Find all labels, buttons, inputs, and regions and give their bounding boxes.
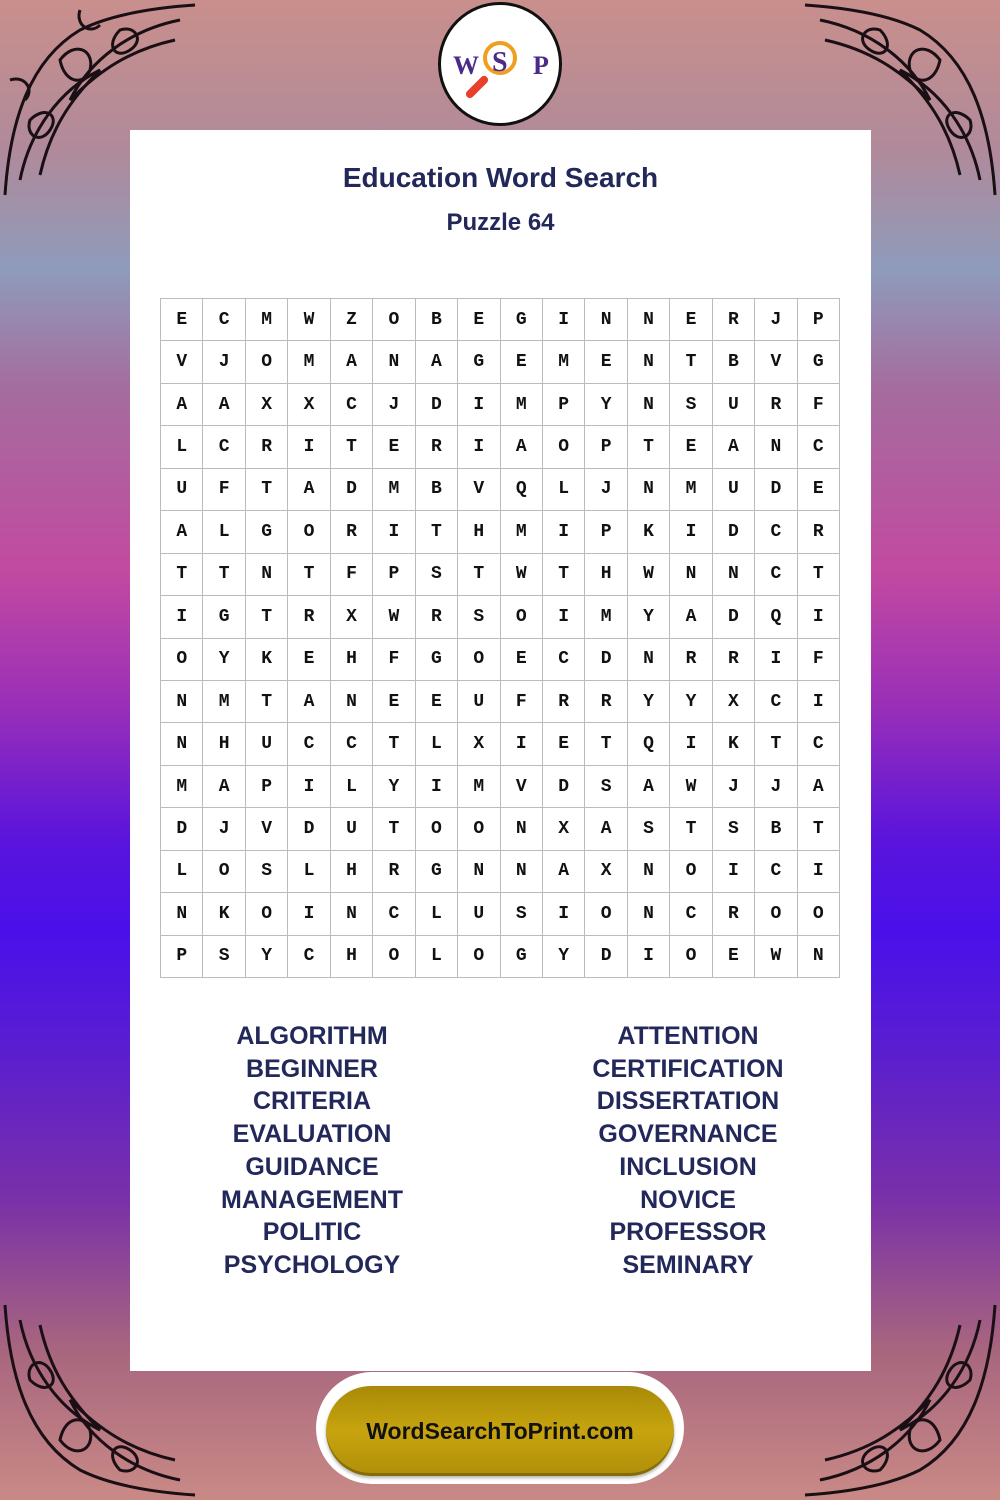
grid-cell[interactable]: Z [331, 299, 373, 341]
grid-cell[interactable]: W [501, 554, 543, 596]
grid-cell[interactable]: T [373, 723, 415, 765]
word-list-left [130, 1020, 494, 1282]
grid-cell[interactable]: I [798, 681, 840, 723]
grid-cell[interactable]: S [458, 596, 500, 638]
grid-cell[interactable]: V [458, 469, 500, 511]
grid-cell[interactable]: E [161, 299, 203, 341]
grid-cell[interactable]: S [713, 808, 755, 850]
grid-cell[interactable]: P [543, 384, 585, 426]
grid-cell[interactable]: O [670, 936, 712, 978]
word-list-item: GUIDANCE [245, 1152, 379, 1181]
grid-cell[interactable]: M [373, 469, 415, 511]
grid-cell[interactable]: L [416, 723, 458, 765]
footer-badge [316, 1372, 684, 1484]
grid-cell[interactable]: Q [501, 469, 543, 511]
grid-cell[interactable]: W [670, 766, 712, 808]
grid-cell[interactable]: V [161, 341, 203, 383]
word-list-item: PSYCHOLOGY [223, 1250, 401, 1279]
grid-cell[interactable]: O [458, 808, 500, 850]
grid-cell[interactable]: P [161, 936, 203, 978]
grid-cell[interactable]: K [203, 893, 245, 935]
grid-cell[interactable]: M [458, 766, 500, 808]
grid-cell[interactable]: A [585, 808, 627, 850]
grid-cell[interactable]: I [543, 596, 585, 638]
grid-cell[interactable]: G [416, 639, 458, 681]
grid-cell[interactable]: A [713, 426, 755, 468]
grid-cell[interactable]: Y [203, 639, 245, 681]
grid-cell[interactable]: L [203, 511, 245, 553]
grid-cell[interactable]: S [628, 808, 670, 850]
grid-cell[interactable]: D [585, 639, 627, 681]
grid-cell[interactable]: S [670, 384, 712, 426]
grid-cell[interactable]: T [670, 341, 712, 383]
grid-cell[interactable]: Y [585, 384, 627, 426]
grid-cell[interactable]: A [161, 384, 203, 426]
grid-cell[interactable]: C [755, 511, 797, 553]
grid-cell[interactable]: R [246, 426, 288, 468]
grid-cell[interactable]: G [416, 851, 458, 893]
grid-cell[interactable]: E [416, 681, 458, 723]
grid-cell[interactable]: C [331, 723, 373, 765]
grid-cell[interactable]: M [501, 384, 543, 426]
grid-cell[interactable]: D [416, 384, 458, 426]
grid-cell[interactable]: U [246, 723, 288, 765]
grid-cell[interactable]: O [501, 596, 543, 638]
grid-cell[interactable]: N [501, 851, 543, 893]
grid-cell[interactable]: E [543, 723, 585, 765]
grid-cell[interactable]: R [713, 299, 755, 341]
grid-cell[interactable]: D [288, 808, 330, 850]
word-list-item: SEMINARY [622, 1250, 754, 1279]
grid-cell[interactable]: F [331, 554, 373, 596]
grid-cell[interactable]: G [246, 511, 288, 553]
grid-cell[interactable]: T [331, 426, 373, 468]
grid-cell[interactable]: G [203, 596, 245, 638]
grid-cell[interactable]: I [458, 426, 500, 468]
grid-cell[interactable]: A [288, 681, 330, 723]
word-list-item: GOVERNANCE [598, 1120, 778, 1149]
grid-cell[interactable]: F [798, 384, 840, 426]
grid-cell[interactable]: P [585, 511, 627, 553]
grid-cell[interactable]: O [161, 639, 203, 681]
grid-cell[interactable]: I [288, 766, 330, 808]
grid-cell[interactable]: X [246, 384, 288, 426]
grid-cell[interactable]: N [585, 299, 627, 341]
grid-cell[interactable]: C [203, 299, 245, 341]
grid-cell[interactable]: R [331, 511, 373, 553]
grid-cell[interactable]: T [755, 723, 797, 765]
grid-cell[interactable]: I [288, 893, 330, 935]
grid-cell[interactable]: F [373, 639, 415, 681]
website-button[interactable]: WordSearchToPrint.com [326, 1386, 674, 1476]
grid-cell[interactable]: O [288, 511, 330, 553]
grid-cell[interactable]: E [288, 639, 330, 681]
grid-cell[interactable]: R [416, 596, 458, 638]
word-list-item: DISSERTATION [596, 1087, 780, 1116]
grid-cell[interactable]: L [161, 426, 203, 468]
grid-cell[interactable]: X [288, 384, 330, 426]
grid-cell[interactable]: B [713, 341, 755, 383]
grid-cell[interactable]: C [203, 426, 245, 468]
grid-cell[interactable]: O [670, 851, 712, 893]
wsp-logo[interactable] [438, 2, 562, 126]
puzzle-sheet [130, 130, 871, 1371]
grid-cell[interactable]: R [713, 893, 755, 935]
grid-cell[interactable]: B [416, 299, 458, 341]
grid-cell[interactable]: N [373, 341, 415, 383]
logo-letter-p: P [533, 51, 549, 80]
grid-cell[interactable]: K [713, 723, 755, 765]
grid-cell[interactable]: K [628, 511, 670, 553]
grid-cell[interactable]: H [585, 554, 627, 596]
word-list-item: NOVICE [640, 1185, 736, 1214]
grid-cell[interactable]: S [585, 766, 627, 808]
grid-cell[interactable]: L [161, 851, 203, 893]
grid-cell[interactable]: H [331, 936, 373, 978]
grid-cell[interactable]: A [798, 766, 840, 808]
grid-cell[interactable]: Y [670, 681, 712, 723]
grid-cell[interactable]: U [713, 384, 755, 426]
grid-cell[interactable]: G [798, 341, 840, 383]
grid-cell[interactable]: S [246, 851, 288, 893]
grid-cell[interactable]: C [798, 426, 840, 468]
grid-cell[interactable]: O [373, 299, 415, 341]
grid-cell[interactable]: R [416, 426, 458, 468]
grid-cell[interactable]: E [373, 681, 415, 723]
grid-cell[interactable]: N [628, 851, 670, 893]
word-list-item: EVALUATION [232, 1120, 392, 1149]
grid-cell[interactable]: I [628, 936, 670, 978]
grid-cell[interactable]: T [416, 511, 458, 553]
grid-cell[interactable]: X [585, 851, 627, 893]
word-list-item: CRITERIA [252, 1087, 372, 1116]
grid-cell[interactable]: N [713, 554, 755, 596]
grid-cell[interactable]: D [755, 469, 797, 511]
grid-cell[interactable]: T [670, 808, 712, 850]
grid-cell[interactable]: E [458, 299, 500, 341]
grid-cell[interactable]: I [543, 511, 585, 553]
grid-cell[interactable]: I [798, 596, 840, 638]
grid-cell[interactable]: B [416, 469, 458, 511]
grid-cell[interactable]: A [416, 341, 458, 383]
grid-cell[interactable]: Y [543, 936, 585, 978]
grid-cell[interactable]: E [585, 341, 627, 383]
grid-cell[interactable]: T [246, 469, 288, 511]
grid-cell[interactable]: L [416, 893, 458, 935]
grid-cell[interactable]: D [161, 808, 203, 850]
grid-cell[interactable]: I [543, 893, 585, 935]
grid-cell[interactable]: T [628, 426, 670, 468]
grid-cell[interactable]: A [331, 341, 373, 383]
grid-cell[interactable]: N [755, 426, 797, 468]
grid-cell[interactable]: E [670, 299, 712, 341]
grid-cell[interactable]: T [458, 554, 500, 596]
grid-cell[interactable]: C [288, 936, 330, 978]
grid-cell[interactable]: W [628, 554, 670, 596]
grid-cell[interactable]: I [416, 766, 458, 808]
grid-cell[interactable]: O [543, 426, 585, 468]
grid-cell[interactable]: W [755, 936, 797, 978]
grid-cell[interactable]: P [373, 554, 415, 596]
grid-cell[interactable]: V [501, 766, 543, 808]
grid-cell[interactable]: O [246, 893, 288, 935]
grid-cell[interactable]: F [501, 681, 543, 723]
grid-cell[interactable]: T [798, 808, 840, 850]
grid-cell[interactable]: Y [373, 766, 415, 808]
grid-cell[interactable]: I [161, 596, 203, 638]
grid-cell[interactable]: L [288, 851, 330, 893]
grid-cell[interactable]: R [288, 596, 330, 638]
grid-cell[interactable]: O [416, 808, 458, 850]
grid-cell[interactable]: A [501, 426, 543, 468]
grid-cell[interactable]: M [670, 469, 712, 511]
grid-cell[interactable]: L [416, 936, 458, 978]
grid-cell[interactable]: N [628, 341, 670, 383]
grid-cell[interactable]: K [246, 639, 288, 681]
grid-cell[interactable]: R [543, 681, 585, 723]
grid-cell[interactable]: T [585, 723, 627, 765]
grid-cell[interactable]: O [585, 893, 627, 935]
grid-cell[interactable]: N [331, 893, 373, 935]
grid-cell[interactable]: J [713, 766, 755, 808]
logo-letter-s: S [492, 47, 508, 78]
grid-cell[interactable]: D [713, 596, 755, 638]
grid-cell[interactable]: M [585, 596, 627, 638]
grid-cell[interactable]: A [203, 384, 245, 426]
grid-cell[interactable]: C [543, 639, 585, 681]
grid-cell[interactable]: L [331, 766, 373, 808]
grid-cell[interactable]: A [543, 851, 585, 893]
grid-cell[interactable]: A [288, 469, 330, 511]
grid-cell[interactable]: N [161, 893, 203, 935]
grid-cell[interactable]: N [246, 554, 288, 596]
grid-cell[interactable]: O [798, 893, 840, 935]
grid-cell[interactable]: G [458, 341, 500, 383]
grid-cell[interactable]: U [713, 469, 755, 511]
grid-cell[interactable]: S [501, 893, 543, 935]
grid-cell[interactable]: E [798, 469, 840, 511]
grid-cell[interactable]: X [458, 723, 500, 765]
grid-cell[interactable]: J [755, 766, 797, 808]
word-list-item: POLITIC [262, 1218, 362, 1247]
grid-cell[interactable]: R [755, 384, 797, 426]
grid-cell[interactable]: E [501, 341, 543, 383]
grid-cell[interactable]: N [628, 299, 670, 341]
grid-cell[interactable]: Y [246, 936, 288, 978]
grid-cell[interactable]: G [501, 299, 543, 341]
grid-cell[interactable]: C [288, 723, 330, 765]
grid-cell[interactable]: M [246, 299, 288, 341]
word-list-item: BEGINNER [246, 1054, 378, 1083]
grid-cell[interactable]: M [161, 766, 203, 808]
grid-cell[interactable]: F [203, 469, 245, 511]
grid-cell[interactable]: R [373, 851, 415, 893]
grid-cell[interactable]: W [373, 596, 415, 638]
grid-cell[interactable]: G [501, 936, 543, 978]
grid-cell[interactable]: M [203, 681, 245, 723]
grid-cell[interactable]: N [798, 936, 840, 978]
grid-cell[interactable]: L [543, 469, 585, 511]
word-list-item: MANAGEMENT [221, 1185, 403, 1214]
grid-cell[interactable]: A [670, 596, 712, 638]
grid-cell[interactable]: W [288, 299, 330, 341]
grid-cell[interactable]: P [798, 299, 840, 341]
grid-cell[interactable]: H [331, 639, 373, 681]
grid-cell[interactable]: M [543, 341, 585, 383]
grid-cell[interactable]: F [798, 639, 840, 681]
grid-cell[interactable]: C [755, 851, 797, 893]
grid-cell[interactable]: X [713, 681, 755, 723]
grid-cell[interactable]: I [670, 723, 712, 765]
grid-cell[interactable]: I [501, 723, 543, 765]
grid-cell[interactable]: J [203, 808, 245, 850]
grid-cell[interactable]: O [755, 893, 797, 935]
grid-cell[interactable]: B [755, 808, 797, 850]
grid-cell[interactable]: P [585, 426, 627, 468]
grid-cell[interactable]: O [203, 851, 245, 893]
grid-cell[interactable]: D [331, 469, 373, 511]
grid-cell[interactable]: N [458, 851, 500, 893]
logo-letter-w: W [453, 51, 479, 80]
grid-cell[interactable]: N [628, 639, 670, 681]
grid-cell[interactable]: P [246, 766, 288, 808]
grid-cell[interactable]: Q [755, 596, 797, 638]
word-list-item: CERTIFICATION [592, 1054, 784, 1083]
grid-cell[interactable]: D [543, 766, 585, 808]
grid-cell[interactable]: E [373, 426, 415, 468]
grid-cell[interactable]: C [755, 554, 797, 596]
puzzle-title: Education Word Search [342, 162, 659, 193]
grid-cell[interactable]: H [458, 511, 500, 553]
grid-cell[interactable]: A [161, 511, 203, 553]
grid-cell[interactable]: O [246, 341, 288, 383]
grid-cell[interactable]: R [798, 511, 840, 553]
grid-cell[interactable]: X [543, 808, 585, 850]
grid-cell[interactable]: O [373, 936, 415, 978]
grid-cell[interactable]: C [798, 723, 840, 765]
grid-cell[interactable]: N [628, 384, 670, 426]
grid-cell[interactable]: M [501, 511, 543, 553]
grid-cell[interactable]: U [331, 808, 373, 850]
grid-cell[interactable]: O [458, 936, 500, 978]
word-list-item: ALGORITHM [236, 1022, 388, 1050]
grid-cell[interactable]: R [585, 681, 627, 723]
grid-cell[interactable]: I [713, 851, 755, 893]
grid-cell[interactable]: I [458, 384, 500, 426]
grid-cell[interactable]: A [628, 766, 670, 808]
grid-cell[interactable]: C [670, 893, 712, 935]
grid-cell[interactable]: T [203, 554, 245, 596]
grid-cell[interactable]: I [755, 639, 797, 681]
grid-cell[interactable]: C [331, 384, 373, 426]
grid-cell[interactable]: T [246, 596, 288, 638]
grid-cell[interactable]: R [713, 639, 755, 681]
word-list-item: PROFESSOR [609, 1218, 767, 1247]
word-list-item: ATTENTION [617, 1022, 759, 1050]
grid-cell[interactable]: N [161, 723, 203, 765]
word-list-item: INCLUSION [619, 1152, 757, 1181]
grid-cell[interactable]: N [628, 469, 670, 511]
grid-cell[interactable]: S [416, 554, 458, 596]
grid-cell[interactable]: D [585, 936, 627, 978]
grid-cell[interactable]: T [373, 808, 415, 850]
grid-cell[interactable]: X [331, 596, 373, 638]
grid-cell[interactable]: N [331, 681, 373, 723]
grid-cell[interactable]: U [458, 681, 500, 723]
grid-cell[interactable]: Q [628, 723, 670, 765]
grid-cell[interactable]: T [798, 554, 840, 596]
grid-cell[interactable]: U [458, 893, 500, 935]
grid-cell[interactable]: A [203, 766, 245, 808]
grid-cell[interactable]: J [203, 341, 245, 383]
grid-cell[interactable]: M [288, 341, 330, 383]
grid-cell[interactable]: H [203, 723, 245, 765]
grid-cell[interactable]: C [373, 893, 415, 935]
grid-cell[interactable]: J [373, 384, 415, 426]
grid-cell[interactable]: E [501, 639, 543, 681]
grid-cell[interactable]: N [501, 808, 543, 850]
word-list-right [500, 1020, 876, 1282]
grid-cell[interactable]: O [458, 639, 500, 681]
grid-cell[interactable]: D [713, 511, 755, 553]
grid-cell[interactable]: T [246, 681, 288, 723]
grid-cell[interactable]: I [543, 299, 585, 341]
grid-cell[interactable]: N [161, 681, 203, 723]
grid-cell[interactable]: V [755, 341, 797, 383]
puzzle-number: Puzzle 64 [446, 209, 555, 236]
grid-cell[interactable]: T [161, 554, 203, 596]
grid-cell[interactable]: J [585, 469, 627, 511]
grid-cell[interactable]: E [713, 936, 755, 978]
grid-cell[interactable]: N [628, 893, 670, 935]
grid-cell[interactable]: C [755, 681, 797, 723]
grid-cell[interactable]: U [161, 469, 203, 511]
grid-cell[interactable]: Y [628, 681, 670, 723]
letter-grid [160, 298, 840, 978]
grid-cell[interactable]: T [288, 554, 330, 596]
grid-cell[interactable]: N [670, 554, 712, 596]
grid-cell[interactable]: T [543, 554, 585, 596]
grid-cell[interactable]: I [373, 511, 415, 553]
grid-cell[interactable]: E [670, 426, 712, 468]
grid-cell[interactable]: J [755, 299, 797, 341]
grid-cell[interactable]: I [798, 851, 840, 893]
grid-cell[interactable]: Y [628, 596, 670, 638]
grid-cell[interactable]: I [288, 426, 330, 468]
grid-cell[interactable]: I [670, 511, 712, 553]
grid-cell[interactable]: H [331, 851, 373, 893]
grid-cell[interactable]: R [670, 639, 712, 681]
grid-cell[interactable]: V [246, 808, 288, 850]
grid-cell[interactable]: S [203, 936, 245, 978]
